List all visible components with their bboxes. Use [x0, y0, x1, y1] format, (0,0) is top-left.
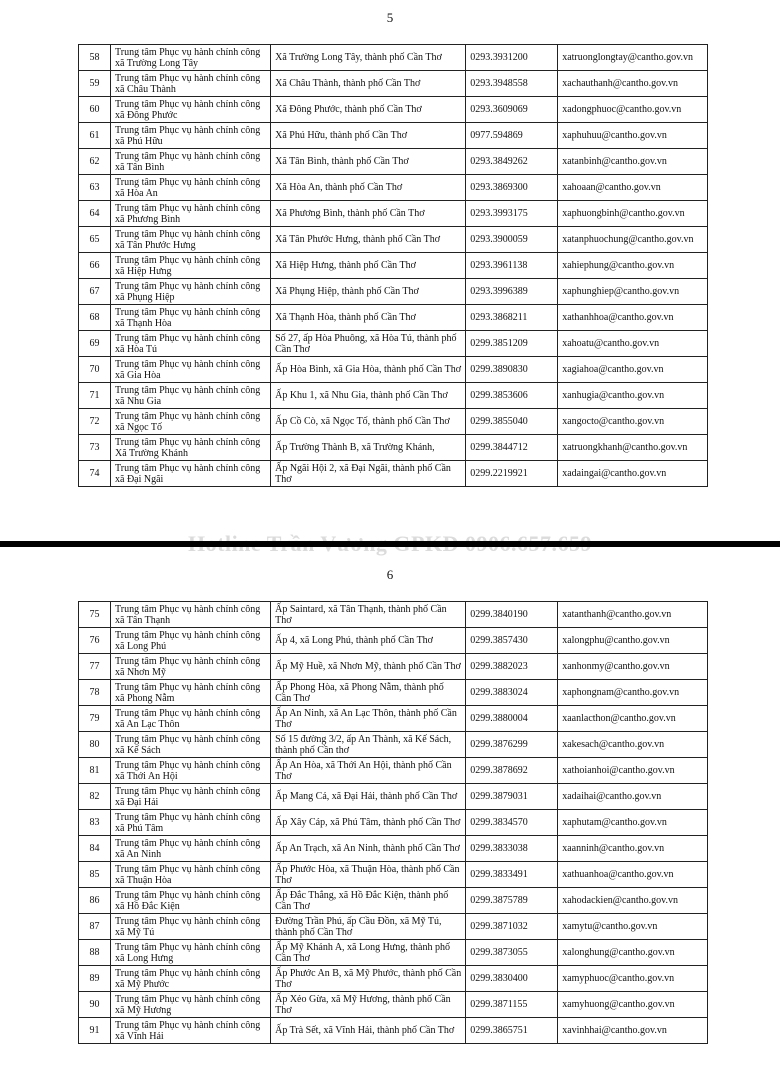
- center-name: Trung tâm Phục vụ hành chính công xã Châu Thành: [111, 71, 271, 97]
- phone-number: 0293.3948558: [466, 71, 558, 97]
- phone-number: 0299.3882023: [466, 654, 558, 680]
- phone-number: 0293.3993175: [466, 201, 558, 227]
- table-row: [79, 123, 708, 149]
- phone-number: 0293.3961138: [466, 253, 558, 279]
- email-address: xaphunghiep@cantho.gov.vn: [558, 279, 708, 305]
- row-number: 61: [79, 123, 111, 149]
- address: Xã Phụng Hiệp, thành phố Cần Thơ: [271, 279, 466, 305]
- address: Ấp Mang Cá, xã Đại Hải, thành phố Cần Thơ: [271, 784, 466, 810]
- address: Số 15 đường 3/2, ấp An Thành, xã Kế Sách, thành phố Cần thơ: [271, 732, 466, 758]
- address: Ấp An Ninh, xã An Lạc Thôn, thành phố Cần Thơ: [271, 706, 466, 732]
- table-row: [79, 992, 708, 1018]
- phone-number: 0299.3865751: [466, 1018, 558, 1044]
- email-address: xahoatu@cantho.gov.vn: [558, 331, 708, 357]
- address: Ấp An Trạch, xã An Ninh, thành phố Cần Thơ: [271, 836, 466, 862]
- email-address: xachauthanh@cantho.gov.vn: [558, 71, 708, 97]
- email-address: xahoaan@cantho.gov.vn: [558, 175, 708, 201]
- email-address: xamyhuong@cantho.gov.vn: [558, 992, 708, 1018]
- row-number: 64: [79, 201, 111, 227]
- row-number: 73: [79, 435, 111, 461]
- center-name: Trung tâm Phục vụ hành chính công xã Mỹ Tú: [111, 914, 271, 940]
- phone-number: 0293.3609069: [466, 97, 558, 123]
- center-name: Trung tâm Phục vụ hành chính công xã Tân Bình: [111, 149, 271, 175]
- address: Ấp Mỹ Khánh A, xã Long Hưng, thành phố Cần Thơ: [271, 940, 466, 966]
- contact-table: [78, 601, 708, 1044]
- address: Ấp 4, xã Long Phú, thành phố Cần Thơ: [271, 628, 466, 654]
- row-number: 71: [79, 383, 111, 409]
- address: Xã Phương Bình, thành phố Cần Thơ: [271, 201, 466, 227]
- center-name: Trung tâm Phục vụ hành chính công xã An Lạc Thôn: [111, 706, 271, 732]
- table-row: [79, 914, 708, 940]
- email-address: xahiephung@cantho.gov.vn: [558, 253, 708, 279]
- phone-number: 0293.3996389: [466, 279, 558, 305]
- email-address: xathuanhoa@cantho.gov.vn: [558, 862, 708, 888]
- row-number: 75: [79, 602, 111, 628]
- address: Ấp Ngãi Hội 2, xã Đại Ngãi, thành phố Cần Thơ: [271, 461, 466, 487]
- row-number: 72: [79, 409, 111, 435]
- phone-number: 0293.3849262: [466, 149, 558, 175]
- email-address: xaanninh@cantho.gov.vn: [558, 836, 708, 862]
- row-number: 80: [79, 732, 111, 758]
- table-row: [79, 836, 708, 862]
- email-address: xadaihai@cantho.gov.vn: [558, 784, 708, 810]
- phone-number: 0299.3833038: [466, 836, 558, 862]
- table-body: [79, 602, 708, 1044]
- row-number: 84: [79, 836, 111, 862]
- email-address: xaphongnam@cantho.gov.vn: [558, 680, 708, 706]
- center-name: Trung tâm Phục vụ hành chính công xã Vĩnh Hải: [111, 1018, 271, 1044]
- address: Ấp Phước Hòa, xã Thuận Hòa, thành phố Cần Thơ: [271, 862, 466, 888]
- center-name: Trung tâm Phục vụ hành chính công xã An Ninh: [111, 836, 271, 862]
- table-row: [79, 149, 708, 175]
- email-address: xaphuhuu@cantho.gov.vn: [558, 123, 708, 149]
- phone-number: 0299.3853606: [466, 383, 558, 409]
- phone-number: 0299.3833491: [466, 862, 558, 888]
- email-address: xatruonglongtay@cantho.gov.vn: [558, 45, 708, 71]
- phone-number: 0299.2219921: [466, 461, 558, 487]
- email-address: xakesach@cantho.gov.vn: [558, 732, 708, 758]
- address: Ấp Khu 1, xã Nhu Gia, thành phố Cần Thơ: [271, 383, 466, 409]
- row-number: 90: [79, 992, 111, 1018]
- table-row: [79, 1018, 708, 1044]
- table-row: [79, 888, 708, 914]
- table-row: [79, 461, 708, 487]
- table-row: [79, 732, 708, 758]
- email-address: xanhugia@cantho.gov.vn: [558, 383, 708, 409]
- phone-number: 0299.3851209: [466, 331, 558, 357]
- address: Ấp Cồ Cò, xã Ngọc Tố, thành phố Cần Thơ: [271, 409, 466, 435]
- page-number: 6: [386, 567, 394, 582]
- center-name: Trung tâm Phục vụ hành chính công xã Nhu Gia: [111, 383, 271, 409]
- email-address: xamytu@cantho.gov.vn: [558, 914, 708, 940]
- phone-number: 0299.3834570: [466, 810, 558, 836]
- table-row: [79, 279, 708, 305]
- email-address: xavinhhai@cantho.gov.vn: [558, 1018, 708, 1044]
- address: Ấp Phong Hòa, xã Phong Nẫm, thành phố Cần Thơ: [271, 680, 466, 706]
- email-address: xathoianhoi@cantho.gov.vn: [558, 758, 708, 784]
- row-number: 81: [79, 758, 111, 784]
- contact-table: [78, 44, 708, 487]
- center-name: Trung tâm Phục vụ hành chính công Xã Trường Khánh: [111, 435, 271, 461]
- center-name: Trung tâm Phục vụ hành chính công xã Hồ Đắc Kiện: [111, 888, 271, 914]
- table-row: [79, 940, 708, 966]
- table-row: [79, 654, 708, 680]
- address: Xã Hiệp Hưng, thành phố Cần Thơ: [271, 253, 466, 279]
- center-name: Trung tâm Phục vụ hành chính công xã Mỹ Hương: [111, 992, 271, 1018]
- phone-number: 0299.3855040: [466, 409, 558, 435]
- table-row: [79, 680, 708, 706]
- address: Ấp Trà Sết, xã Vĩnh Hải, thành phố Cần Thơ: [271, 1018, 466, 1044]
- table-row: [79, 758, 708, 784]
- phone-number: 0299.3890830: [466, 357, 558, 383]
- center-name: Trung tâm Phục vụ hành chính công xã Thạnh Hòa: [111, 305, 271, 331]
- phone-number: 0293.3869300: [466, 175, 558, 201]
- address: Xã Hòa An, thành phố Cần Thơ: [271, 175, 466, 201]
- address: Ấp An Hòa, xã Thới An Hội, thành phố Cần Thơ: [271, 758, 466, 784]
- row-number: 91: [79, 1018, 111, 1044]
- table-row: [79, 227, 708, 253]
- table-row: [79, 97, 708, 123]
- address: Xã Trường Long Tây, thành phố Cần Thơ: [271, 45, 466, 71]
- row-number: 76: [79, 628, 111, 654]
- row-number: 82: [79, 784, 111, 810]
- center-name: Trung tâm Phục vụ hành chính công xã Đại Ngãi: [111, 461, 271, 487]
- row-number: 87: [79, 914, 111, 940]
- center-name: Trung tâm Phục vụ hành chính công xã Kế Sách: [111, 732, 271, 758]
- center-name: Trung tâm Phục vụ hành chính công xã Long Hưng: [111, 940, 271, 966]
- center-name: Trung tâm Phục vụ hành chính công xã Long Phú: [111, 628, 271, 654]
- row-number: 63: [79, 175, 111, 201]
- row-number: 62: [79, 149, 111, 175]
- address: Đường Trần Phú, ấp Cầu Đồn, xã Mỹ Tú, thành phố Cần Thơ: [271, 914, 466, 940]
- row-number: 79: [79, 706, 111, 732]
- center-name: Trung tâm Phục vụ hành chính công xã Phương Bình: [111, 201, 271, 227]
- center-name: Trung tâm Phục vụ hành chính công xã Đông Phước: [111, 97, 271, 123]
- center-name: Trung tâm Phục vụ hành chính công xã Phong Nẫm: [111, 680, 271, 706]
- table-row: [79, 331, 708, 357]
- address: Ấp Xây Cáp, xã Phú Tâm, thành phố Cần Thơ: [271, 810, 466, 836]
- table-row: [79, 409, 708, 435]
- email-address: xaphuongbinh@cantho.gov.vn: [558, 201, 708, 227]
- center-name: Trung tâm Phục vụ hành chính công xã Hòa Tú: [111, 331, 271, 357]
- phone-number: 0299.3878692: [466, 758, 558, 784]
- email-address: xalongphu@cantho.gov.vn: [558, 628, 708, 654]
- address: Số 27, ấp Hòa Phuông, xã Hòa Tú, thành phố Cần Thơ: [271, 331, 466, 357]
- center-name: Trung tâm Phục vụ hành chính công xã Phú Hữu: [111, 123, 271, 149]
- row-number: 66: [79, 253, 111, 279]
- phone-number: 0299.3840190: [466, 602, 558, 628]
- address: Ấp Mỹ Huề, xã Nhơn Mỹ, thành phố Cần Thơ: [271, 654, 466, 680]
- row-number: 58: [79, 45, 111, 71]
- phone-number: 0299.3871032: [466, 914, 558, 940]
- phone-number: 0299.3879031: [466, 784, 558, 810]
- address: Xã Tân Bình, thành phố Cần Thơ: [271, 149, 466, 175]
- table-row: [79, 45, 708, 71]
- phone-number: 0299.3873055: [466, 940, 558, 966]
- row-number: 60: [79, 97, 111, 123]
- phone-number: 0299.3871155: [466, 992, 558, 1018]
- row-number: 74: [79, 461, 111, 487]
- email-address: xaphutam@cantho.gov.vn: [558, 810, 708, 836]
- address: Ấp Saintard, xã Tân Thạnh, thành phố Cần Thơ: [271, 602, 466, 628]
- row-number: 86: [79, 888, 111, 914]
- table-row: [79, 357, 708, 383]
- email-address: xaanlacthon@cantho.gov.vn: [558, 706, 708, 732]
- email-address: xatanbinh@cantho.gov.vn: [558, 149, 708, 175]
- address: Xã Châu Thành, thành phố Cần Thơ: [271, 71, 466, 97]
- center-name: Trung tâm Phục vụ hành chính công xã Hiệp Hưng: [111, 253, 271, 279]
- row-number: 78: [79, 680, 111, 706]
- row-number: 65: [79, 227, 111, 253]
- table-row: [79, 305, 708, 331]
- row-number: 88: [79, 940, 111, 966]
- center-name: Trung tâm Phục vụ hành chính công xã Tân Thạnh: [111, 602, 271, 628]
- table-row: [79, 784, 708, 810]
- table-row: [79, 71, 708, 97]
- center-name: Trung tâm Phục vụ hành chính công xã Ngọc Tố: [111, 409, 271, 435]
- page-divider: [0, 541, 780, 547]
- center-name: Trung tâm Phục vụ hành chính công xã Mỹ Phước: [111, 966, 271, 992]
- center-name: Trung tâm Phục vụ hành chính công xã Thuận Hòa: [111, 862, 271, 888]
- email-address: xathanhhoa@cantho.gov.vn: [558, 305, 708, 331]
- phone-number: 0293.3868211: [466, 305, 558, 331]
- table-row: [79, 810, 708, 836]
- address: Xã Thạnh Hòa, thành phố Cần Thơ: [271, 305, 466, 331]
- phone-number: 0293.3931200: [466, 45, 558, 71]
- center-name: Trung tâm Phục vụ hành chính công xã Gia Hòa: [111, 357, 271, 383]
- center-name: Trung tâm Phục vụ hành chính công xã Đại Hải: [111, 784, 271, 810]
- center-name: Trung tâm Phục vụ hành chính công xã Nhơn Mỹ: [111, 654, 271, 680]
- center-name: Trung tâm Phục vụ hành chính công xã Thới An Hội: [111, 758, 271, 784]
- phone-number: 0299.3844712: [466, 435, 558, 461]
- table-row: [79, 435, 708, 461]
- address: Ấp Phước An B, xã Mỹ Phước, thành phố Cần Thơ: [271, 966, 466, 992]
- table-row: [79, 383, 708, 409]
- table-row: [79, 862, 708, 888]
- row-number: 85: [79, 862, 111, 888]
- email-address: xadongphuoc@cantho.gov.vn: [558, 97, 708, 123]
- table-row: [79, 602, 708, 628]
- phone-number: 0299.3876299: [466, 732, 558, 758]
- center-name: Trung tâm Phục vụ hành chính công xã Trường Long Tây: [111, 45, 271, 71]
- table-row: [79, 201, 708, 227]
- row-number: 68: [79, 305, 111, 331]
- table-row: [79, 706, 708, 732]
- center-name: Trung tâm Phục vụ hành chính công xã Tân Phước Hưng: [111, 227, 271, 253]
- address: Ấp Xẻo Gừa, xã Mỹ Hương, thành phố Cần Thơ: [271, 992, 466, 1018]
- row-number: 70: [79, 357, 111, 383]
- center-name: Trung tâm Phục vụ hành chính công xã Phụng Hiệp: [111, 279, 271, 305]
- page-number: 5: [386, 10, 394, 25]
- row-number: 77: [79, 654, 111, 680]
- email-address: xamyphuoc@cantho.gov.vn: [558, 966, 708, 992]
- phone-number: 0299.3875789: [466, 888, 558, 914]
- phone-number: 0299.3857430: [466, 628, 558, 654]
- phone-number: 0299.3830400: [466, 966, 558, 992]
- table-row: [79, 175, 708, 201]
- email-address: xatanthanh@cantho.gov.vn: [558, 602, 708, 628]
- email-address: xanhonmy@cantho.gov.vn: [558, 654, 708, 680]
- phone-number: 0293.3900059: [466, 227, 558, 253]
- address: Xã Phú Hữu, thành phố Cần Thơ: [271, 123, 466, 149]
- row-number: 83: [79, 810, 111, 836]
- address: Xã Đông Phước, thành phố Cần Thơ: [271, 97, 466, 123]
- address: Ấp Trường Thành B, xã Trường Khánh,: [271, 435, 466, 461]
- email-address: xatruongkhanh@cantho.gov.vn: [558, 435, 708, 461]
- row-number: 67: [79, 279, 111, 305]
- center-name: Trung tâm Phục vụ hành chính công xã Phú Tâm: [111, 810, 271, 836]
- email-address: xahodackien@cantho.gov.vn: [558, 888, 708, 914]
- email-address: xatanphuochung@cantho.gov.vn: [558, 227, 708, 253]
- phone-number: 0977.594869: [466, 123, 558, 149]
- email-address: xadaingai@cantho.gov.vn: [558, 461, 708, 487]
- email-address: xangocto@cantho.gov.vn: [558, 409, 708, 435]
- address: Xã Tân Phước Hưng, thành phố Cần Thơ: [271, 227, 466, 253]
- address: Ấp Đắc Thắng, xã Hồ Đắc Kiện, thành phố Cần Thơ: [271, 888, 466, 914]
- table-body: [79, 45, 708, 487]
- row-number: 89: [79, 966, 111, 992]
- table-row: [79, 253, 708, 279]
- center-name: Trung tâm Phục vụ hành chính công xã Hòa An: [111, 175, 271, 201]
- phone-number: 0299.3883024: [466, 680, 558, 706]
- phone-number: 0299.3880004: [466, 706, 558, 732]
- email-address: xagiahoa@cantho.gov.vn: [558, 357, 708, 383]
- address: Ấp Hòa Bình, xã Gia Hòa, thành phố Cần Thơ: [271, 357, 466, 383]
- table-row: [79, 628, 708, 654]
- row-number: 59: [79, 71, 111, 97]
- row-number: 69: [79, 331, 111, 357]
- email-address: xalonghung@cantho.gov.vn: [558, 940, 708, 966]
- table-row: [79, 966, 708, 992]
